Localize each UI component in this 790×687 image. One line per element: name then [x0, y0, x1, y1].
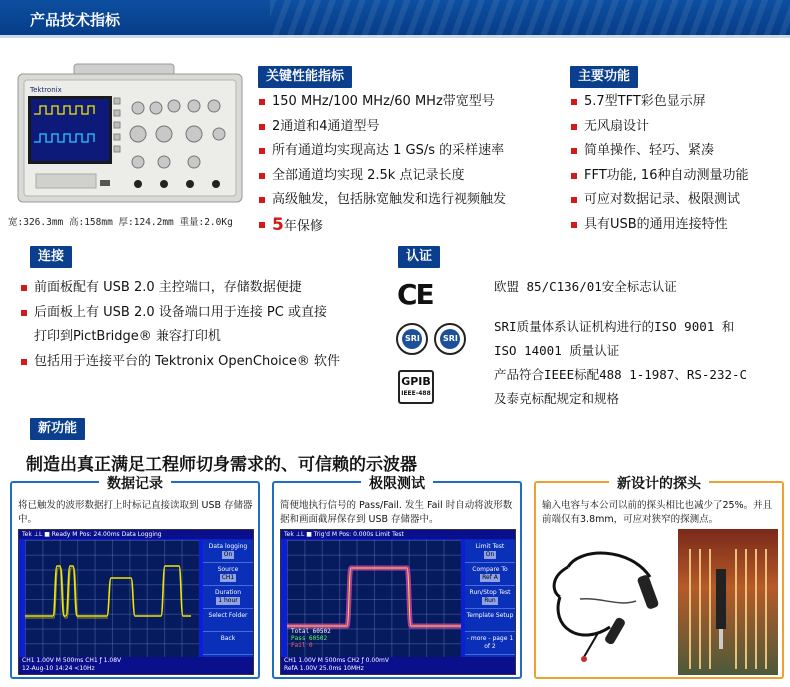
bullet-icon [259, 124, 265, 130]
new-features-heading: 新功能 [30, 418, 85, 440]
bullet-icon [571, 173, 577, 179]
bullet-icon [21, 310, 27, 316]
menu-item-data-logging[interactable]: Data logging On [203, 540, 253, 563]
scope-status-bar: Tek ⊥L ■ Ready M Pos: 24.00ms Data Logging [19, 530, 253, 539]
menu-item-template-setup[interactable]: Template Setup [465, 609, 515, 632]
connect-heading: 连接 [30, 246, 72, 268]
menu-item-duration[interactable]: Duration 1 hour [203, 586, 253, 609]
bullet-icon [571, 148, 577, 154]
scope-screen [18, 529, 254, 675]
list-item: 所有通道均实现高达 1 GS/s 的采样速率 [258, 139, 506, 164]
connect-list [20, 276, 340, 374]
panel-title: 极限测试 [274, 473, 520, 493]
panel-description: 简便地执行信号的 Pass/Fail. 发生 Fail 时自动将波形数据和画面截屏保存到 USB 存储器中。 [280, 500, 513, 525]
list-item: 高级触发，包括脉宽触发和选行视频触发 [258, 188, 506, 213]
list-item: 前面板配有 USB 2.0 主控端口，存储数据便捷 [20, 276, 340, 301]
list-item: 简单操作、轻巧、紧凑 [570, 139, 748, 164]
panel-title: 数据记录 [12, 473, 258, 493]
bullet-icon [571, 222, 577, 228]
circuit-pins-image [678, 529, 778, 675]
list-item: 无风扇设计 [570, 115, 748, 140]
banner-title: 产品技术指标 [30, 11, 121, 29]
main-features-heading: 主要功能 [570, 66, 638, 88]
cert-text-1: 欧盟 85/C136/01安全标志认证 [494, 279, 677, 294]
scope-side-menu [203, 540, 253, 658]
scope-graticule [287, 540, 461, 658]
gpib-icon: GPIB IEEE-488 [398, 370, 434, 404]
cert-text-2: SRI质量体系认证机构进行的ISO 9001 和 [494, 319, 735, 334]
menu-item-back[interactable]: Back [203, 632, 253, 655]
panel-description: 输入电容与本公司以前的探头相比也减少了25%。并且前端仅有3.8mm，可应对狭窄的探测点。 [542, 500, 773, 525]
panel-title: 新设计的探头 [536, 473, 782, 493]
menu-item-run-stop[interactable]: Run/Stop Test Run [465, 586, 515, 609]
pass-fail-stats: Total 60502 Pass 60502 Fail 0 [291, 628, 331, 649]
menu-item-source[interactable]: Source CH1 [203, 563, 253, 586]
menu-item-more[interactable]: - more - page 1 of 2 [465, 632, 515, 655]
bullet-icon [259, 173, 265, 179]
list-item: 2通道和4通道型号 [258, 115, 506, 140]
panel-new-probe [534, 476, 784, 679]
main-features-list [570, 90, 748, 237]
key-specs-heading: 关键性能指标 [258, 66, 352, 88]
new-features-headline: 制造出真正满足工程师切身需求的、可信赖的示波器 [26, 455, 417, 475]
probe-image [540, 537, 676, 673]
bullet-icon [571, 197, 577, 203]
bullet-icon [259, 222, 265, 228]
cert-text-3: ISO 14001 质量认证 [494, 343, 620, 358]
cert-text-5: 及泰克标配规定和规格 [494, 391, 620, 406]
list-item: 包括用于连接平台的 Tektronix OpenChoice® 软件 [20, 350, 340, 375]
scope-bottom-bar: CH1 1.00V M 500ms CH2 ƒ 0.00mV RefA 1.00V 25.0ms 10MHz [281, 657, 515, 674]
product-dimensions: 宽:326.3mm 高:158mm 厚:124.2mm 重量:2.0Kg [8, 217, 233, 228]
bullet-icon [571, 99, 577, 105]
probe-closeup-photo [678, 529, 778, 675]
list-item: 具有USB的通用连接特性 [570, 213, 748, 238]
list-item: 后面板上有 USB 2.0 设备端口用于连接 PC 或直接 [20, 301, 340, 326]
panel-data-logging [10, 476, 260, 679]
scope-screen [280, 529, 516, 675]
sri-label-right: SRI [443, 334, 458, 343]
key-specs-list [258, 90, 506, 237]
cert-heading: 认证 [398, 246, 440, 268]
bullet-icon [259, 99, 265, 105]
scope-graticule [25, 540, 199, 658]
svg-text:Tektronix: Tektronix [30, 86, 62, 94]
cert-text-4: 产品符合IEEE标配488 1-1987、RS-232-C [494, 367, 748, 382]
scope-bottom-bar: CH1 1.00V M 500ms CH1 ƒ 1.08V 12-Aug-10 14:24 <10Hz [19, 657, 253, 674]
scope-side-menu [465, 540, 515, 658]
list-item: 5.7型TFT彩色显示屏 [570, 90, 748, 115]
oscilloscope-image [14, 62, 246, 210]
menu-item-select-folder[interactable]: Select Folder [203, 609, 253, 632]
panel-description: 将已触发的波形数据打上时标记直接读取到 USB 存储器中。 [18, 500, 253, 525]
list-item-warranty: 5年保修 [258, 213, 506, 238]
list-item: FFT功能, 16种自动测量功能 [570, 164, 748, 189]
bullet-icon [259, 197, 265, 203]
list-item-continuation: 打印到PictBridge® 兼容打印机 [34, 329, 221, 344]
bullet-icon [571, 124, 577, 130]
panel-limit-test [272, 476, 522, 679]
bullet-icon [259, 148, 265, 154]
sri-label-left: SRI [405, 334, 420, 343]
waveform-trace [25, 540, 199, 658]
bullet-icon [21, 359, 27, 365]
list-item: 全部通道均实现 2.5k 点记录长度 [258, 164, 506, 189]
ce-mark-icon: CE [397, 278, 433, 311]
section-banner [0, 0, 790, 38]
menu-item-compare-to[interactable]: Compare To Ref A [465, 563, 515, 586]
menu-item-limit-test[interactable]: Limit Test On [465, 540, 515, 563]
list-item: 可应对数据记录、极限测试 [570, 188, 748, 213]
bullet-icon [21, 285, 27, 291]
scope-status-bar: Tek ⊥L ■ Trig'd M Pos: 0.000s Limit Test [281, 530, 515, 539]
banner-stripes [270, 0, 790, 38]
list-item: 150 MHz/100 MHz/60 MHz带宽型号 [258, 90, 506, 115]
